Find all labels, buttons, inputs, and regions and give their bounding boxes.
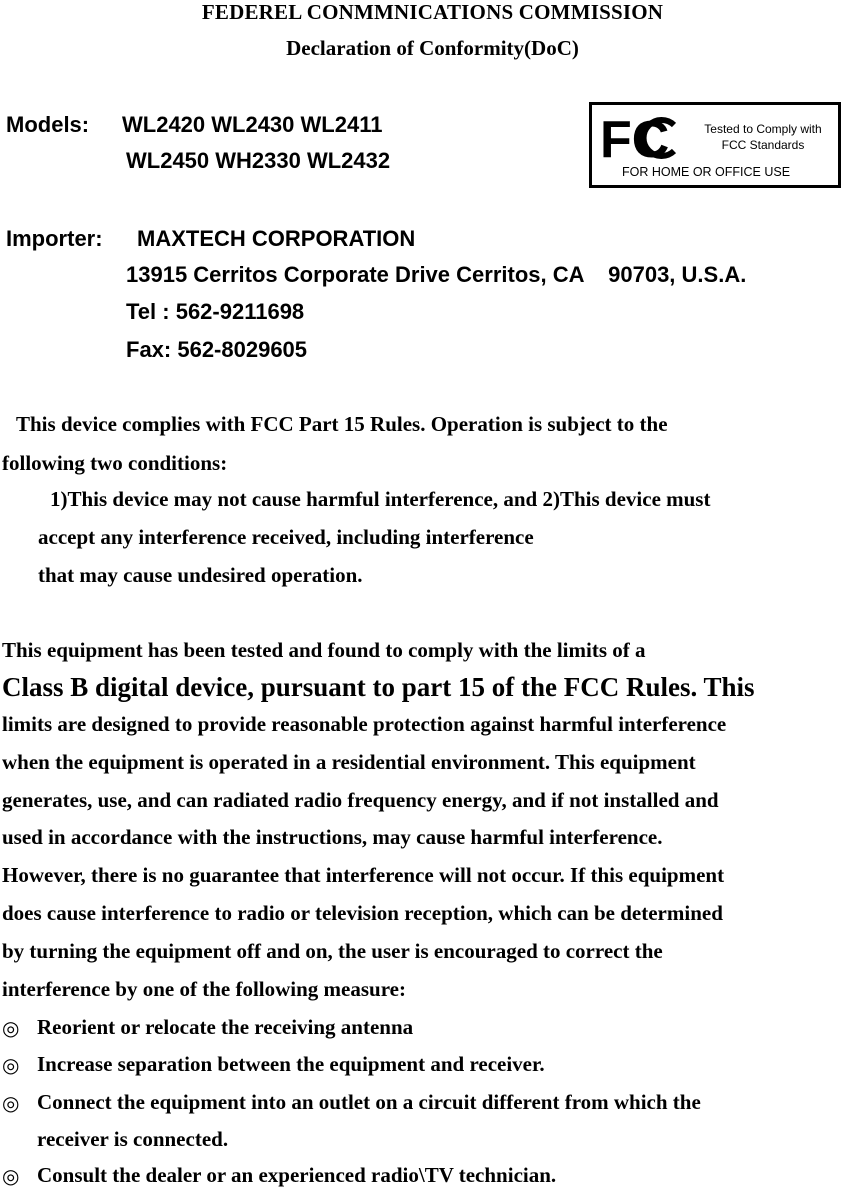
fcc-tested-line-1: Tested to Comply with xyxy=(704,122,822,136)
measure-item-4: Consult the dealer or an experienced radio\TV technician. xyxy=(37,1163,557,1187)
importer-name: MAXTECH CORPORATION xyxy=(137,226,416,251)
fcc-logo-icon xyxy=(600,111,680,163)
classb-line-3: limits are designed to provide reasonable protection against harmful interference xyxy=(2,712,727,736)
importer-label: Importer: xyxy=(6,226,103,251)
classb-line-6: used in accordance with the instructions, may cause harmful interference. xyxy=(2,825,663,849)
models-line-1: WL2420 WL2430 WL2411 xyxy=(122,112,383,137)
importer-address: 13915 Cerritos Corporate Drive Cerritos, CA 90703, U.S.A. xyxy=(126,262,747,287)
importer-tel: Tel : 562-9211698 xyxy=(126,299,305,324)
compliance-line-4: accept any interference received, including interference xyxy=(38,525,534,549)
classb-line-10: interference by one of the following measure: xyxy=(2,977,406,1001)
fcc-tested-line-2: FCC Standards xyxy=(721,138,805,152)
fcc-tested-text xyxy=(688,121,838,153)
compliance-line-1: This device complies with FCC Part 15 Rules. Operation is subject to the xyxy=(16,412,668,436)
fcc-badge xyxy=(589,102,841,188)
measure-item-2: Increase separation between the equipment and receiver. xyxy=(37,1052,545,1076)
page-title: FEDEREL CONMMNICATIONS COMMISSION xyxy=(201,0,664,24)
bullet-icon: ◎ xyxy=(2,1164,20,1188)
measure-item-1: Reorient or relocate the receiving antenna xyxy=(37,1015,414,1039)
models-line-2: WL2450 WH2330 WL2432 xyxy=(126,148,391,173)
classb-line-5: generates, use, and can radiated radio frequency energy, and if not installed and xyxy=(2,788,719,812)
bullet-icon: ◎ xyxy=(2,1091,20,1115)
classb-line-2: Class B digital device, pursuant to part 15 of the FCC Rules. This xyxy=(2,672,755,702)
measure-item-3: Connect the equipment into an outlet on a circuit different from which the xyxy=(37,1090,701,1114)
compliance-line-2: following two conditions: xyxy=(2,451,228,475)
compliance-line-5: that may cause undesired operation. xyxy=(38,563,363,587)
page-subtitle: Declaration of Conformity(DoC) xyxy=(286,36,579,60)
compliance-line-3: 1)This device may not cause harmful interference, and 2)This device must xyxy=(50,487,711,511)
measure-item-3-continued: receiver is connected. xyxy=(37,1127,229,1151)
bullet-icon: ◎ xyxy=(2,1053,20,1077)
fcc-logo-text: FC xyxy=(600,111,670,163)
models-label: Models: xyxy=(6,112,90,137)
classb-line-4: when the equipment is operated in a residential environment. This equipment xyxy=(2,750,696,774)
importer-fax: Fax: 562-8029605 xyxy=(126,337,308,362)
classb-line-7: However, there is no guarantee that interference will not occur. If this equipment xyxy=(2,863,725,887)
bullet-icon: ◎ xyxy=(2,1016,20,1040)
classb-line-8: does cause interference to radio or television reception, which can be determined xyxy=(2,901,723,925)
classb-line-9: by turning the equipment off and on, the user is encouraged to correct the xyxy=(2,939,663,963)
fcc-home-use: FOR HOME OR OFFICE USE xyxy=(622,165,791,179)
classb-line-1: This equipment has been tested and found to comply with the limits of a xyxy=(2,638,646,662)
